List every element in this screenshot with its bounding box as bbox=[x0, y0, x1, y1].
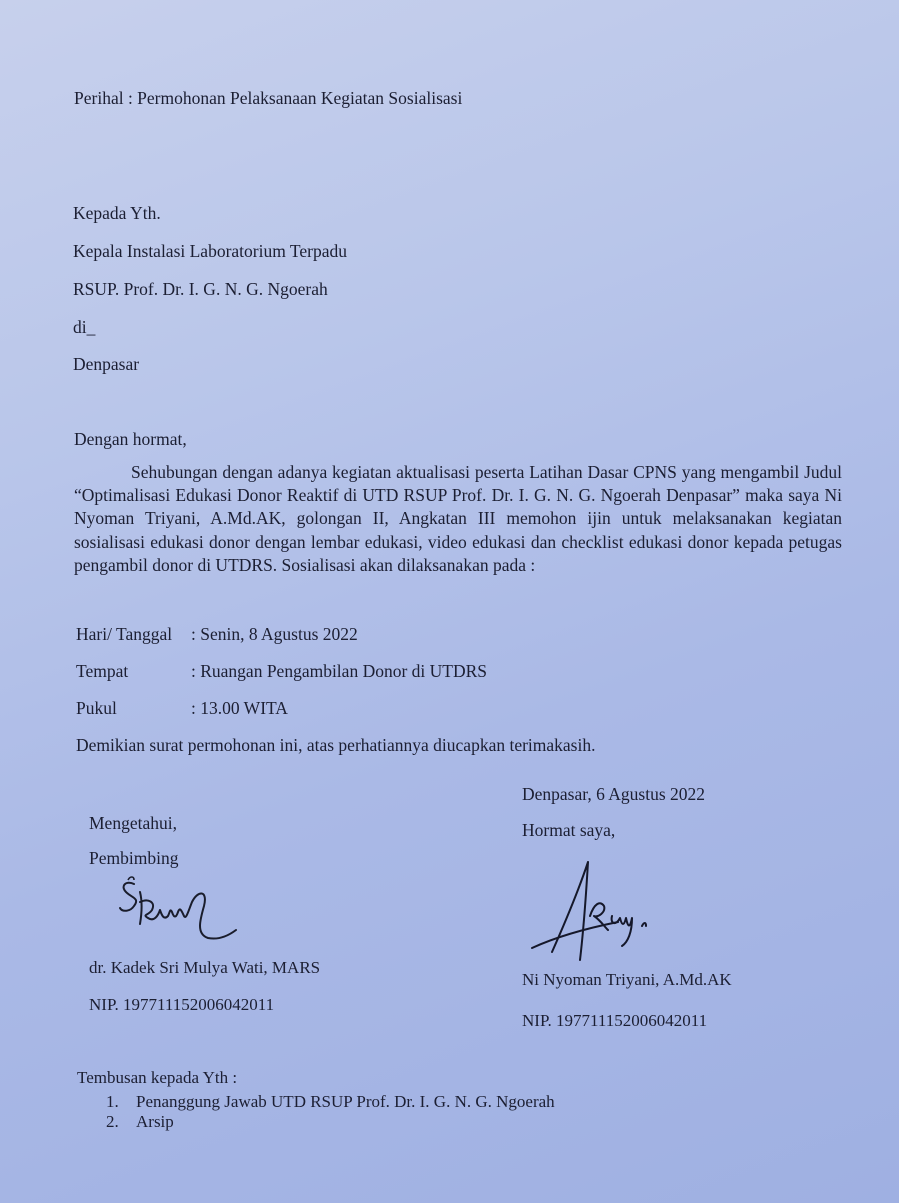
closing-sentence: Demikian surat permohonan ini, atas perhatiannya diucapkan terimakasih. bbox=[76, 735, 596, 755]
cc-item bbox=[106, 1092, 555, 1112]
recipient-city: Denpasar bbox=[73, 354, 140, 374]
place-date: Denpasar, 6 Agustus 2022 bbox=[522, 784, 706, 804]
recipient-di: di_ bbox=[73, 317, 96, 337]
cc-item-text: Penanggung Jawab UTD RSUP Prof. Dr. I. G. N. G. Ngoerah bbox=[136, 1092, 555, 1111]
acknowledge-label: Mengetahui, bbox=[89, 813, 177, 833]
supervisor-nip: NIP. 197711152006042011 bbox=[89, 995, 275, 1014]
body-paragraph bbox=[74, 461, 842, 577]
cc-item bbox=[106, 1112, 555, 1132]
subject-line: Perihal : Permohonan Pelaksanaan Kegiatan Sosialisasi bbox=[74, 88, 463, 108]
applicant-signature bbox=[528, 856, 678, 971]
cc-heading: Tembusan kepada Yth : bbox=[77, 1068, 238, 1087]
schedule-date-value: : Senin, 8 Agustus 2022 bbox=[191, 624, 358, 644]
regards-label: Hormat saya, bbox=[522, 820, 616, 840]
applicant-nip: NIP. 197711152006042011 bbox=[522, 1011, 708, 1030]
cc-item-number: 2. bbox=[106, 1112, 119, 1131]
recipient-greeting: Kepada Yth. bbox=[73, 203, 161, 223]
recipient-institution: RSUP. Prof. Dr. I. G. N. G. Ngoerah bbox=[73, 279, 328, 299]
recipient-position: Kepala Instalasi Laboratorium Terpadu bbox=[73, 241, 347, 261]
schedule-date-label: Hari/ Tanggal bbox=[76, 624, 173, 644]
cc-item-text: Arsip bbox=[136, 1112, 174, 1131]
supervisor-signature bbox=[112, 872, 242, 957]
supervisor-role: Pembimbing bbox=[89, 848, 179, 868]
supervisor-name: dr. Kadek Sri Mulya Wati, MARS bbox=[89, 958, 321, 977]
cc-item-number: 1. bbox=[106, 1092, 119, 1111]
body-text: Sehubungan dengan adanya kegiatan aktualisasi peserta Latihan Dasar CPNS yang mengambil Judul “Optimalisasi Edukasi Donor Reaktif di UTD RSUP Prof. Dr. I. G. N. G. Ngoerah Denpasar” maka saya Ni Nyoman Triyani, A.Md.AK, golongan II, Angkatan III memohon ijin untuk melaksanakan kegiatan sosialisasi edukasi donor dengan lembar edukasi, video edukasi dan checklist edukasi donor kepada petugas pengambil donor di UTDRS. Sosialisasi akan dilaksanakan pada : bbox=[74, 462, 842, 575]
schedule-time-value: : 13.00 WITA bbox=[191, 698, 288, 718]
schedule-place-value: : Ruangan Pengambilan Donor di UTDRS bbox=[191, 661, 488, 681]
schedule-place-label: Tempat bbox=[76, 661, 129, 681]
applicant-name: Ni Nyoman Triyani, A.Md.AK bbox=[522, 970, 732, 989]
salutation: Dengan hormat, bbox=[74, 429, 187, 449]
cc-list bbox=[106, 1092, 555, 1132]
schedule-time-label: Pukul bbox=[76, 698, 117, 718]
